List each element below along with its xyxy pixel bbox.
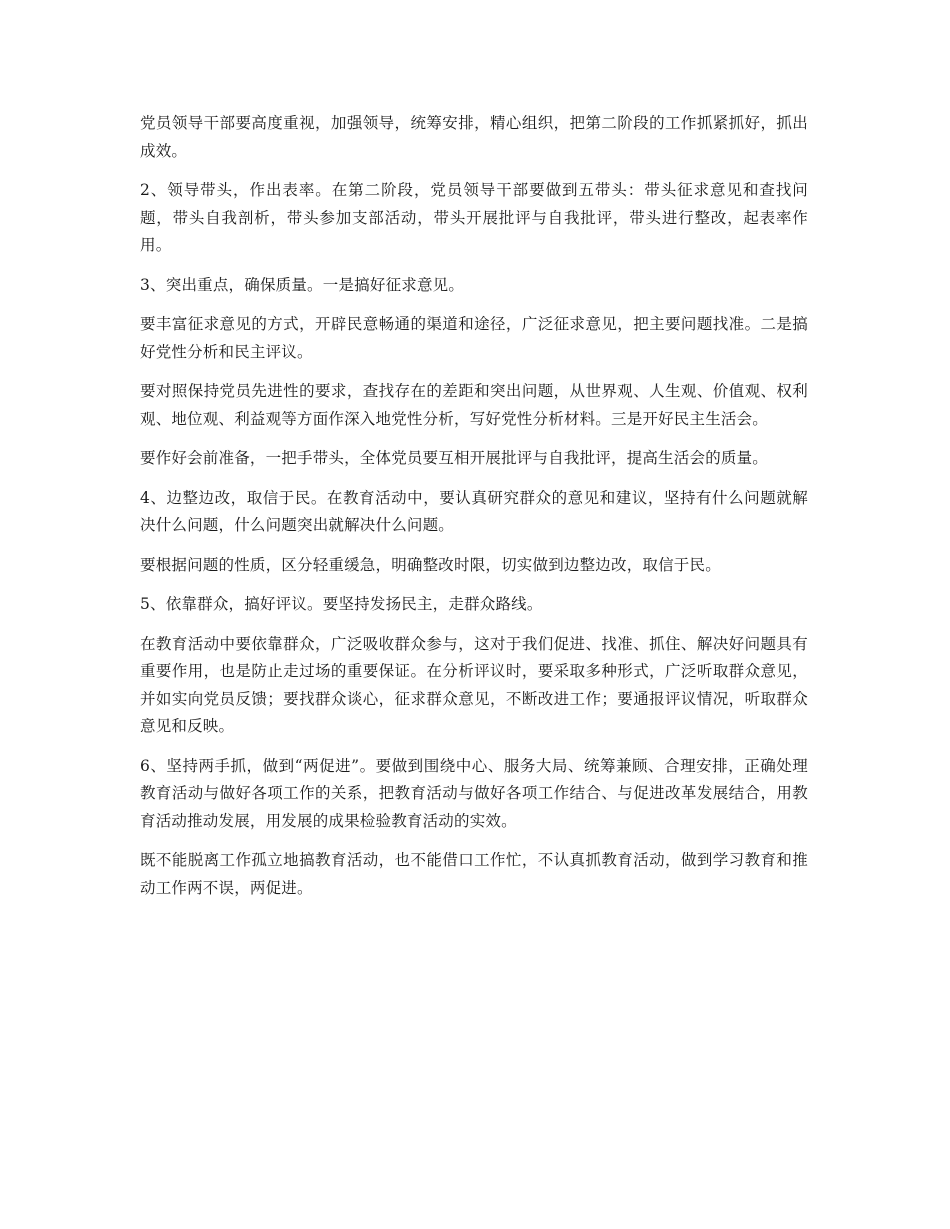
paragraph-9: 5、依靠群众，搞好评议。要坚持发扬民主，走群众路线。 <box>140 595 543 613</box>
paragraph-3: 3、突出重点，确保质量。一是搞好征求意见。 <box>140 275 465 294</box>
paragraph-7: 4、边整边改，取信于民。在教育活动中，要认真研究群众的意见和建议，坚持有什么问题就解决什么问题，什么问题突出就解决什么问题。 <box>140 488 808 534</box>
paragraph-5: 要对照保持党员先进性的要求，查找存在的差距和突出问题，从世界观、人生观、价值观、权利观、地位观、利益观等方面作深入地党性分析，写好党性分析材料。三是开好民主生活会。 <box>140 382 808 428</box>
paragraph-8: 要根据问题的性质，区分轻重缓急，明确整改时限，切实做到边整边改，取信于民。 <box>140 555 721 574</box>
paragraph-2: 2、领导带头，作出表率。在第二阶段，党员领导干部要做到五带头：带头征求意见和查找问题，带头自我剖析，带头参加支部活动，带头开展批评与自我批评，带头进行整改，起表率作用。 <box>140 181 808 254</box>
document-body <box>140 110 808 914</box>
paragraph-1: 党员领导干部要高度重视，加强领导，统筹安排，精心组织，把第二阶段的工作抓紧抓好，抓出成效。 <box>140 114 808 160</box>
paragraph-12: 既不能脱离工作孤立地搞教育活动，也不能借口工作忙，不认真抓教育活动，做到学习教育和推动工作两不误，两促进。 <box>140 851 808 897</box>
paragraph-11: 6、坚持两手抓，做到“两促进”。要做到围绕中心、服务大局、统筹兼顾、合理安排，正确处理教育活动与做好各项工作的关系，把教育活动与做好各项工作结合、与促进改革发展结合，用教育活动推动发展，用发展的成果检验教育活动的实效。 <box>140 756 808 830</box>
paragraph-4: 要丰富征求意见的方式，开辟民意畅通的渠道和途径，广泛征求意见，把主要问题找准。二是搞好党性分析和民主评议。 <box>140 315 808 361</box>
paragraph-10: 在教育活动中要依靠群众，广泛吸收群众参与，这对于我们促进、找准、抓住、解决好问题具有重要作用，也是防止走过场的重要保证。在分析评议时，要采取多种形式，广泛听取群众意见，并如实向党员反馈；要找群众谈心，征求群众意见，不断改进工作；要通报评议情况，听取群众意见和反映。 <box>140 634 808 735</box>
paragraph-6: 要作好会前准备，一把手带头，全体党员要互相开展批评与自我批评，提高生活会的质量。 <box>140 449 769 467</box>
